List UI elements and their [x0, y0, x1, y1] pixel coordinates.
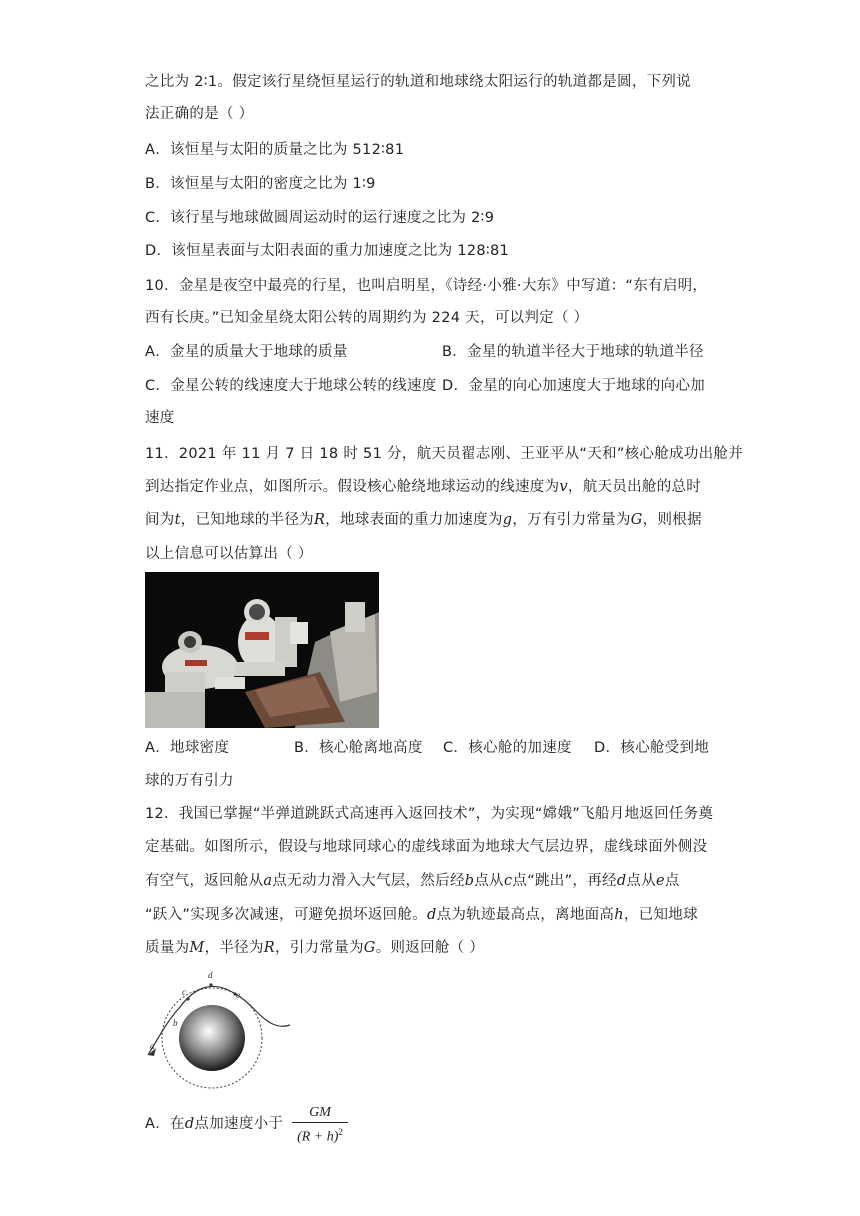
point-b-label: b: [173, 1018, 178, 1028]
point-a-label: a: [150, 1041, 155, 1051]
q11-option-d: D．核心舱受到地: [594, 740, 710, 756]
astronaut-spacewalk-photo: [145, 572, 379, 728]
q9-option-b: B．该恒星与太阳的密度之比为 1∶9: [145, 176, 376, 192]
q12-stem-line-3: 有空气，返回舱从a点无动力滑入大气层，然后经b点从c点“跳出”，再经d点从e点: [145, 873, 680, 889]
q12-stem-line-4: “跃入”实现多次减速，可避免损坏返回舱。d点为轨迹最高点，离地面高h，已知地球: [145, 907, 698, 923]
q12-stem-line-2: 定基础。如图所示，假设与地球同球心的虚线球面为地球大气层边界，虚线球面外侧没: [145, 839, 708, 855]
q10-option-d-continued: 速度: [145, 410, 175, 426]
q9-option-c: C．该行星与地球做圆周运动时的运行速度之比为 2∶9: [145, 210, 495, 226]
q12-option-a: A．在d点加速度小于: [145, 1116, 284, 1132]
point-c-label: c: [182, 987, 186, 997]
q10-stem-line-2: 西有长庚。”已知金星绕太阳公转的周期约为 224 天，可以判定（ ）: [145, 310, 589, 326]
earth-sphere: [179, 1005, 245, 1071]
q9-option-d: D．该恒星表面与太阳表面的重力加速度之比为 128∶81: [145, 243, 510, 259]
q11-stem-line-4: 以上信息可以估算出（ ）: [145, 546, 313, 562]
point-d-label: d: [208, 970, 213, 980]
fraction-numerator: GM: [292, 1104, 348, 1123]
q10-option-d: D．金星的向心加速度大于地球的向心加: [442, 378, 706, 394]
q9-stem-line-2: 法正确的是（ ）: [145, 106, 254, 122]
q11-option-d-continued: 球的万有引力: [145, 773, 234, 789]
q10-option-b: B．金星的轨道半径大于地球的轨道半径: [442, 344, 704, 360]
q11-stem-line-3: 间为t，已知地球的半径为R，地球表面的重力加速度为g，万有引力常量为G，则根据: [145, 512, 702, 528]
q10-option-c: C．金星公转的线速度大于地球公转的线速度: [145, 378, 437, 394]
point-e-label: e: [236, 990, 240, 1000]
fraction-denominator: $(R + h)^2$: [297, 1127, 343, 1145]
q11-option-b: B．核心舱离地高度: [294, 740, 423, 756]
q10-option-a: A．金星的质量大于地球的质量: [145, 344, 348, 360]
q11-stem-line-2: 到达指定作业点，如图所示。假设核心舱绕地球运动的线速度为v，航天员出舱的总时: [145, 479, 702, 495]
q9-option-a: A．该恒星与太阳的质量之比为 512∶81: [145, 142, 405, 158]
q11-option-a: A．地球密度: [145, 740, 230, 756]
q11-option-c: C．核心舱的加速度: [443, 740, 572, 756]
q12-stem-line-5: 质量为M，半径为R，引力常量为G。则返回舱（ ）: [145, 940, 485, 956]
q9-stem-line-1: 之比为 2∶1。假定该行星绕恒星运行的轨道和地球绕太阳运行的轨道都是圆，下列说: [145, 74, 692, 90]
q12-stem-line-1: 12．我国已掌握“半弹道跳跃式高速再入返回技术”，为实现“嫦娥”飞船月地返回任务奠: [145, 806, 714, 822]
reentry-trajectory-diagram: [140, 965, 300, 1091]
gm-over-r-plus-h-squared-fraction: [292, 1104, 348, 1147]
q11-stem-line-1: 11．2021 年 11 月 7 日 18 时 51 分，航天员翟志刚、王亚平从“天和”核心舱成功出舱并: [145, 446, 744, 462]
q10-stem-line-1: 10．金星是夜空中最亮的行星，也叫启明星，《诗经·小雅·大东》中写道：“东有启明，: [145, 278, 708, 294]
